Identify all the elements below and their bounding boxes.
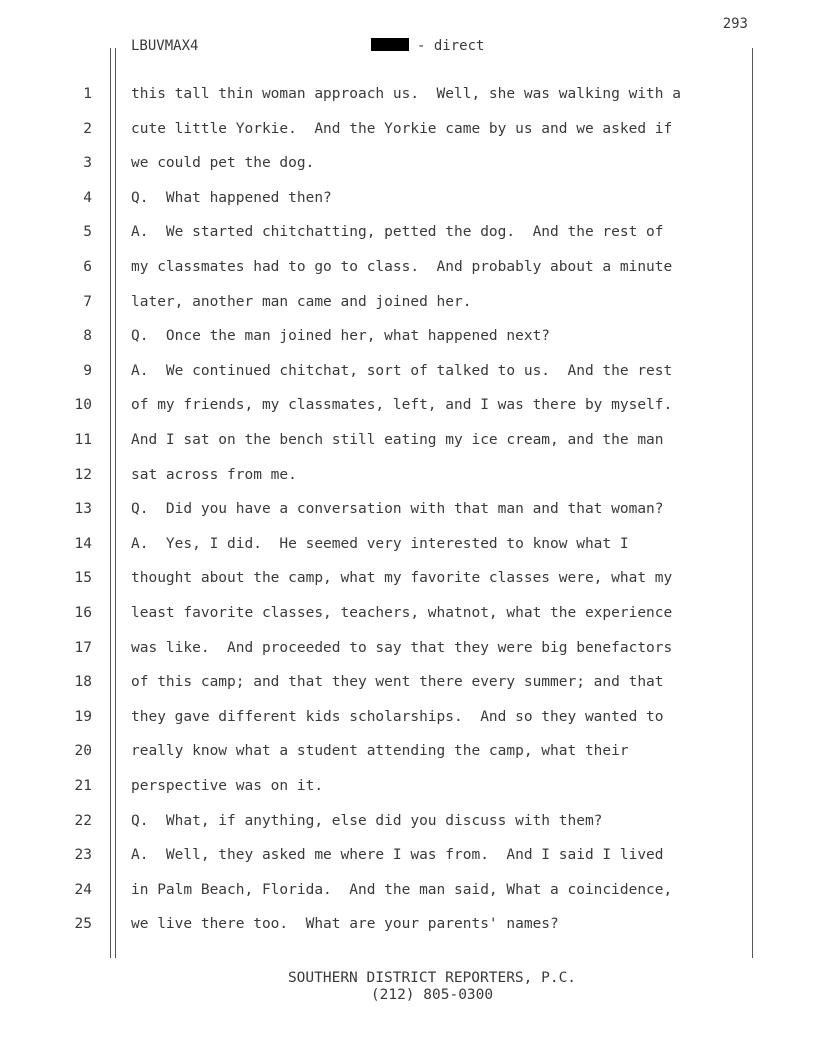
footer-phone: (212) 805-0300 <box>370 987 494 1003</box>
page-number: 293 <box>722 16 748 32</box>
transcript-line: in Palm Beach, Florida. And the man said, What a coincidence, <box>131 882 673 898</box>
left-margin-rule-outer <box>110 48 111 958</box>
transcript-line: we live there too. What are your parents' names? <box>131 916 559 932</box>
transcript-line: was like. And proceeded to say that they were big benefactors <box>131 640 673 656</box>
line-number: 2 <box>83 121 92 137</box>
line-number: 7 <box>83 294 92 310</box>
right-margin-rule <box>752 48 753 958</box>
transcript-line: Q. Once the man joined her, what happened next? <box>131 328 551 344</box>
line-number: 17 <box>74 640 92 656</box>
transcript-line: A. Yes, I did. He seemed very interested to know what I <box>131 536 629 552</box>
line-number: 19 <box>74 709 92 725</box>
footer-reporter-name: SOUTHERN DISTRICT REPORTERS, P.C. <box>287 970 577 986</box>
transcript-line: we could pet the dog. <box>131 155 315 171</box>
line-number: 10 <box>74 397 92 413</box>
line-number: 25 <box>74 916 92 932</box>
transcript-line: really know what a student attending the camp, what their <box>131 743 629 759</box>
line-number: 3 <box>83 155 92 171</box>
line-number: 18 <box>74 674 92 690</box>
line-number: 20 <box>74 743 92 759</box>
line-number: 4 <box>83 190 92 206</box>
header-section-label: - direct <box>417 38 485 54</box>
transcript-line: Q. What, if anything, else did you discuss with them? <box>131 813 603 829</box>
redaction-box <box>371 38 409 51</box>
transcript-line: of this camp; and that they went there every summer; and that <box>131 674 664 690</box>
transcript-line: they gave different kids scholarships. And so they wanted to <box>131 709 664 725</box>
line-number: 11 <box>74 432 92 448</box>
left-margin-rule-inner <box>115 48 116 958</box>
line-number: 21 <box>74 778 92 794</box>
header-code: LBUVMAX4 <box>131 38 199 54</box>
transcript-line: this tall thin woman approach us. Well, she was walking with a <box>131 86 681 102</box>
footer <box>24 970 816 1004</box>
line-number: 23 <box>74 847 92 863</box>
transcript-line: And I sat on the bench still eating my ice cream, and the man <box>131 432 664 448</box>
transcript-line: later, another man came and joined her. <box>131 294 472 310</box>
line-number: 9 <box>83 363 92 379</box>
line-number: 12 <box>74 467 92 483</box>
transcript-line: A. We continued chitchat, sort of talked to us. And the rest <box>131 363 673 379</box>
line-number: 16 <box>74 605 92 621</box>
transcript-line: thought about the camp, what my favorite classes were, what my <box>131 570 673 586</box>
transcript-line: of my friends, my classmates, left, and I was there by myself. <box>131 397 673 413</box>
transcript-line: Q. What happened then? <box>131 190 332 206</box>
transcript-line: A. Well, they asked me where I was from. And I said I lived <box>131 847 664 863</box>
line-number: 14 <box>74 536 92 552</box>
transcript-line: sat across from me. <box>131 467 297 483</box>
line-number: 5 <box>83 224 92 240</box>
line-number: 6 <box>83 259 92 275</box>
line-number: 13 <box>74 501 92 517</box>
transcript-line: least favorite classes, teachers, whatnot, what the experience <box>131 605 673 621</box>
line-number: 8 <box>83 328 92 344</box>
line-number: 22 <box>74 813 92 829</box>
transcript-line: Q. Did you have a conversation with that man and that woman? <box>131 501 664 517</box>
transcript-line: A. We started chitchatting, petted the dog. And the rest of <box>131 224 664 240</box>
line-number: 1 <box>83 86 92 102</box>
header-section <box>371 38 484 54</box>
transcript-line: cute little Yorkie. And the Yorkie came by us and we asked if <box>131 121 673 137</box>
line-number: 15 <box>74 570 92 586</box>
transcript-line: my classmates had to go to class. And probably about a minute <box>131 259 673 275</box>
line-number: 24 <box>74 882 92 898</box>
transcript-line: perspective was on it. <box>131 778 324 794</box>
